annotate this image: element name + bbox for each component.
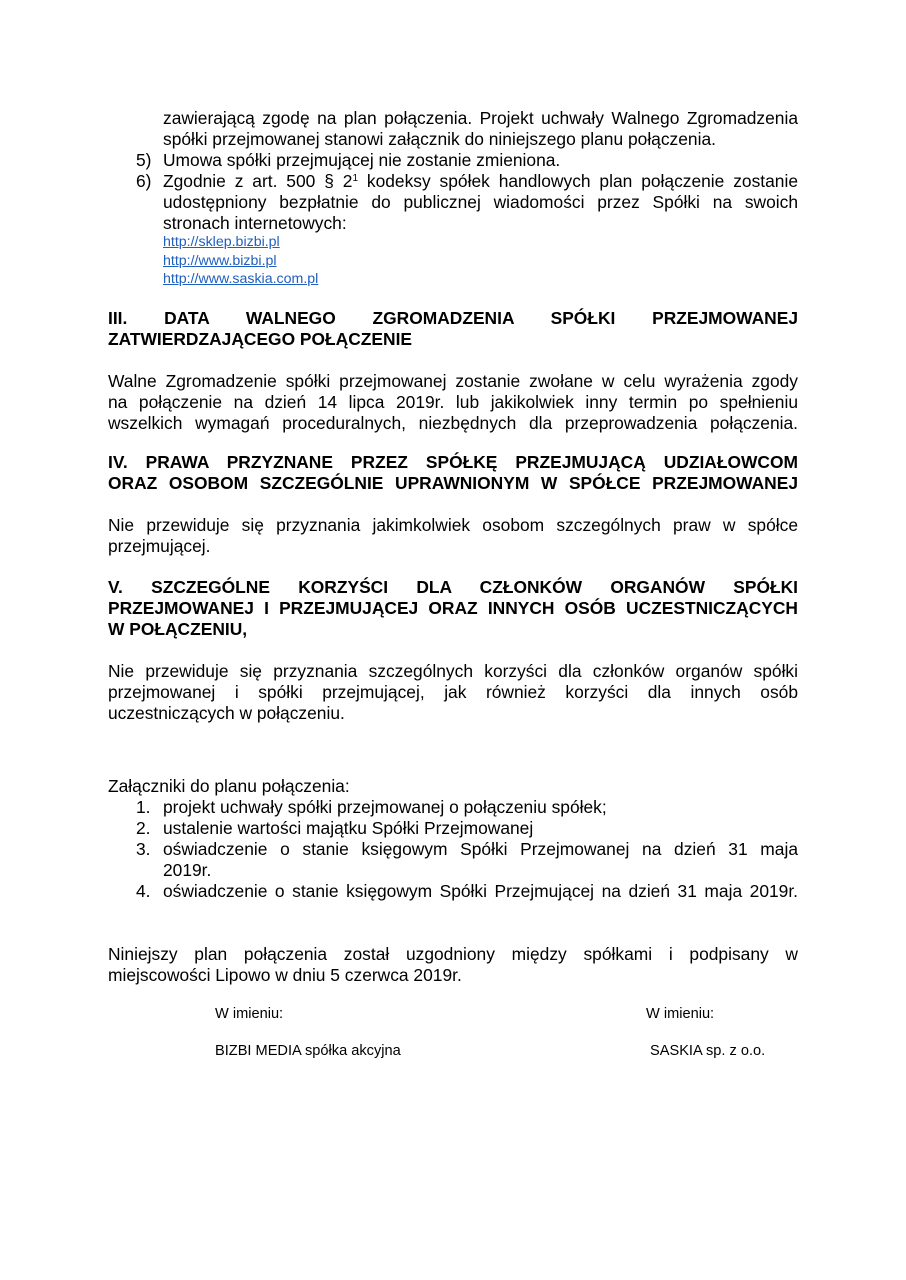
link-saskia[interactable]: http://www.saskia.com.pl (163, 271, 319, 287)
signature-left-label: W imieniu: (215, 1006, 284, 1022)
heading-line: V. SZCZEGÓLNE KORZYŚCI DLA CZŁONKÓW ORGANÓW SPÓŁKI (108, 577, 798, 597)
superscript: 1 (352, 173, 358, 184)
section-3-body (108, 371, 798, 434)
link-sklep-bizbi[interactable]: http://sklep.bizbi.pl (163, 234, 280, 250)
text-line: przejmowanej i spółki przejmującej, jak również korzyści dla innych osób (108, 682, 798, 702)
signature-right-company: SASKIA sp. z o.o. (650, 1043, 766, 1059)
text-line: Umowa spółki przejmującej nie zostanie zmieniona. (163, 150, 561, 170)
attachments-title (108, 776, 798, 797)
list-number: 2. (136, 818, 151, 838)
list-number: 5) (136, 150, 152, 170)
text-line: oświadczenie o stanie księgowym Spółki Przejmującej na dzień 31 maja 2019r. (163, 881, 798, 901)
attachment-item (163, 839, 798, 881)
text-line: ustalenie wartości majątku Spółki Przejmowanej (163, 818, 534, 838)
text-line: 2019r. (163, 860, 212, 880)
heading-line: ORAZ OSOBOM SZCZEGÓLNIE UPRAWNIONYM W SPÓŁCE PRZEJMOWANEJ (108, 473, 798, 493)
section-4-heading (108, 452, 798, 494)
attachment-item (163, 818, 798, 839)
section-3-heading (108, 308, 798, 350)
heading-line: IV. PRAWA PRZYZNANE PRZEZ SPÓŁKĘ PRZEJMUJĄCĄ UDZIAŁOWCOM (108, 452, 798, 472)
link-www-bizbi[interactable]: http://www.bizbi.pl (163, 252, 277, 269)
text-line: wszelkich wymagań proceduralnych, niezbędnych dla przeprowadzenia połączenia. (108, 413, 798, 433)
heading-line: W POŁĄCZENIU, (108, 619, 248, 639)
section-5-body (108, 661, 798, 724)
text-line: uczestniczących w połączeniu. (108, 703, 345, 723)
text-line: miejscowości Lipowo w dniu 5 czerwca 2019r. (108, 965, 462, 985)
text-line: stronach internetowych: (163, 213, 347, 233)
text-line: Nie przewiduje się przyznania szczególnych korzyści dla członków organów spółki (108, 661, 798, 681)
item-continuation (163, 108, 798, 150)
text-line: oświadczenie o stanie księgowym Spółki Przejmowanej na dzień 31 maja (163, 839, 798, 859)
heading-line: PRZEJMOWANEJ I PRZEJMUJĄCEJ ORAZ INNYCH OSÓB UCZESTNICZĄCYCH (108, 598, 798, 618)
signature-right-label: W imieniu: (646, 1006, 715, 1022)
list-item (163, 150, 798, 171)
text-line: Nie przewiduje się przyznania jakimkolwiek osobom szczególnych praw w spółce (108, 515, 798, 535)
list-number: 1. (136, 797, 151, 817)
text-line: udostępniony bezpłatnie do publicznej wiadomości przez Spółki na swoich (163, 192, 798, 212)
text-line: Niniejszy plan połączenia został uzgodniony między spółkami i podpisany w (108, 944, 798, 964)
list-item (163, 171, 798, 234)
list-number: 6) (136, 171, 152, 191)
signature-left-company: BIZBI MEDIA spółka akcyjna (215, 1043, 401, 1059)
attachment-item (163, 797, 798, 818)
text-line: spółki przejmowanej stanowi załącznik do niniejszego planu połączenia. (163, 129, 716, 149)
text-line: projekt uchwały spółki przejmowanej o połączeniu spółek; (163, 797, 607, 817)
section-5-heading (108, 577, 798, 640)
text-line: Załączniki do planu połączenia: (108, 776, 350, 796)
text-line: przejmującej. (108, 536, 211, 556)
list-number: 4. (136, 881, 151, 901)
closing-paragraph (108, 944, 798, 986)
heading-line: ZATWIERDZAJĄCEGO POŁĄCZENIE (108, 329, 413, 349)
text-line: zawierającą zgodę na plan połączenia. Projekt uchwały Walnego Zgromadzenia (163, 108, 798, 128)
text-line: Zgodnie z art. 500 § $2^1$ kodeksy spółek handlowych plan połączenie zostanie (163, 171, 799, 191)
list-number: 3. (136, 839, 151, 859)
section-4-body (108, 515, 798, 557)
text-line: na połączenie na dzień 14 lipca 2019r. lub jakikolwiek inny termin po spełnieniu (108, 392, 798, 412)
heading-line: III. DATA WALNEGO ZGROMADZENIA SPÓŁKI PRZEJMOWANEJ (108, 308, 798, 328)
website-links (163, 233, 318, 289)
attachment-item (163, 881, 798, 902)
text-line: Walne Zgromadzenie spółki przejmowanej zostanie zwołane w celu wyrażenia zgody (108, 371, 798, 391)
